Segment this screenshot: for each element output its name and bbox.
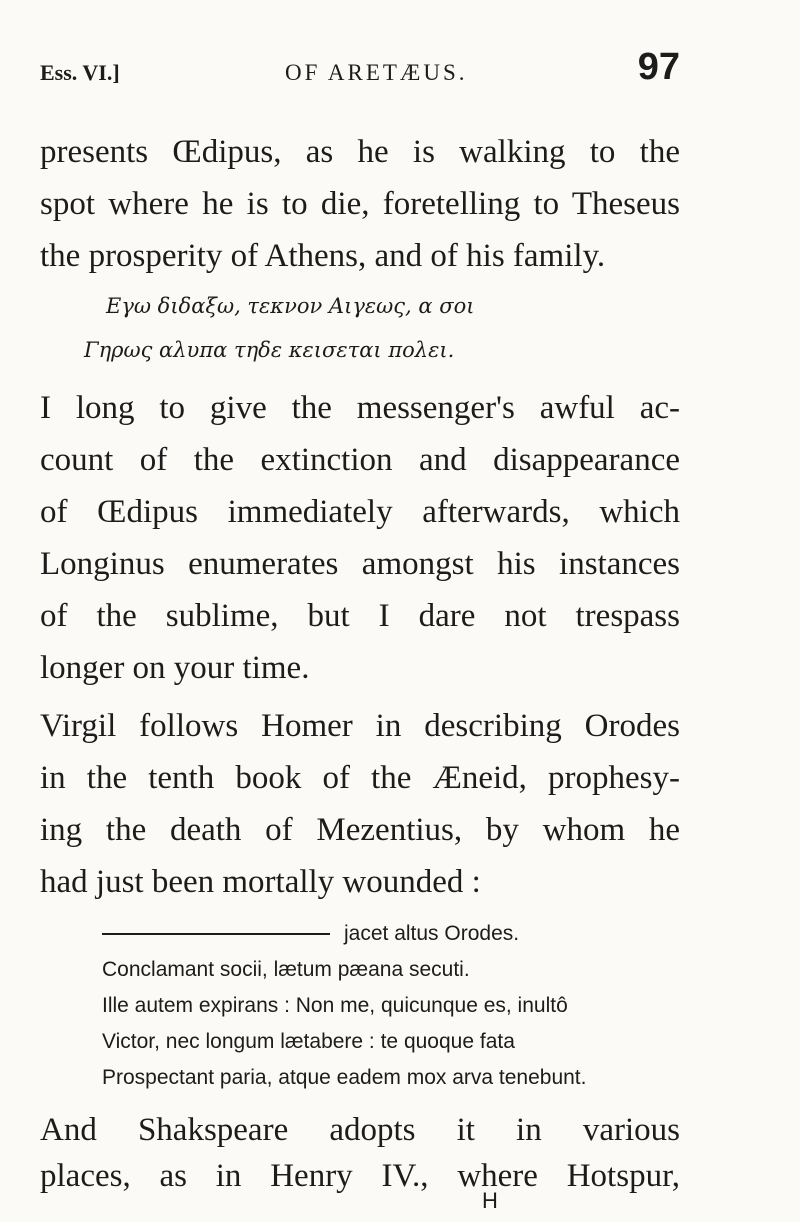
latin-quote-line-3: Victor, nec longum lætabere : te quoque fata [102,1030,515,1053]
paragraph-4-line-2: places, as in Henry IV., where Hotspur, [40,1158,680,1194]
latin-quote-line-2: Ille autem expirans : Non me, quicunque es, inultô [102,994,568,1017]
paragraph-2-line-4: Longinus enumerates amongst his instances [40,546,680,582]
paragraph-4-line-1: And Shakspeare adopts it in various [40,1112,680,1148]
paragraph-3-line-4: had just been mortally wounded : [40,864,481,900]
paragraph-2-line-3: of Œdipus immediately afterwards, which [40,494,680,530]
page-number: 97 [637,46,680,88]
header-title: OF ARETÆUS. [285,60,468,85]
paragraph-1-line-1: presents Œdipus, as he is walking to the [40,134,680,170]
signature-mark: H [482,1188,498,1213]
paragraph-1-line-2: spot where he is to die, foretelling to Theseus [40,186,680,222]
paragraph-3-line-2: in the tenth book of the Æneid, prophesy- [40,760,680,796]
paragraph-2-line-5: of the sublime, but I dare not trespass [40,598,680,634]
latin-quote-line-4: Prospectant paria, atque eadem mox arva tenebunt. [102,1066,587,1089]
latin-quote-first-text: jacet altus Orodes. [344,922,520,945]
greek-quote-line-2: Γηρως αλυπα τηδε κεισεται πολει. [84,338,455,362]
paragraph-3-line-1: Virgil follows Homer in describing Orodes [40,708,680,744]
header-section: Ess. VI.] [40,60,120,85]
paragraph-1-line-3: the prosperity of Athens, and of his family. [40,238,606,274]
latin-quote-line-1: Conclamant socii, lætum pæana secuti. [102,958,470,981]
greek-quote-line-1: Εγω διδαξω, τεκνον Αιγεως, α σοι [106,294,475,318]
paragraph-2-line-6: longer on your time. [40,650,310,686]
paragraph-2-line-2: count of the extinction and disappearance [40,442,680,478]
latin-quote-first-line [102,922,519,946]
paragraph-2-line-1: I long to give the messenger's awful ac- [40,390,680,426]
running-header [40,46,680,96]
paragraph-3-line-3: ing the death of Mezentius, by whom he [40,812,680,848]
elision-dash [102,933,330,935]
